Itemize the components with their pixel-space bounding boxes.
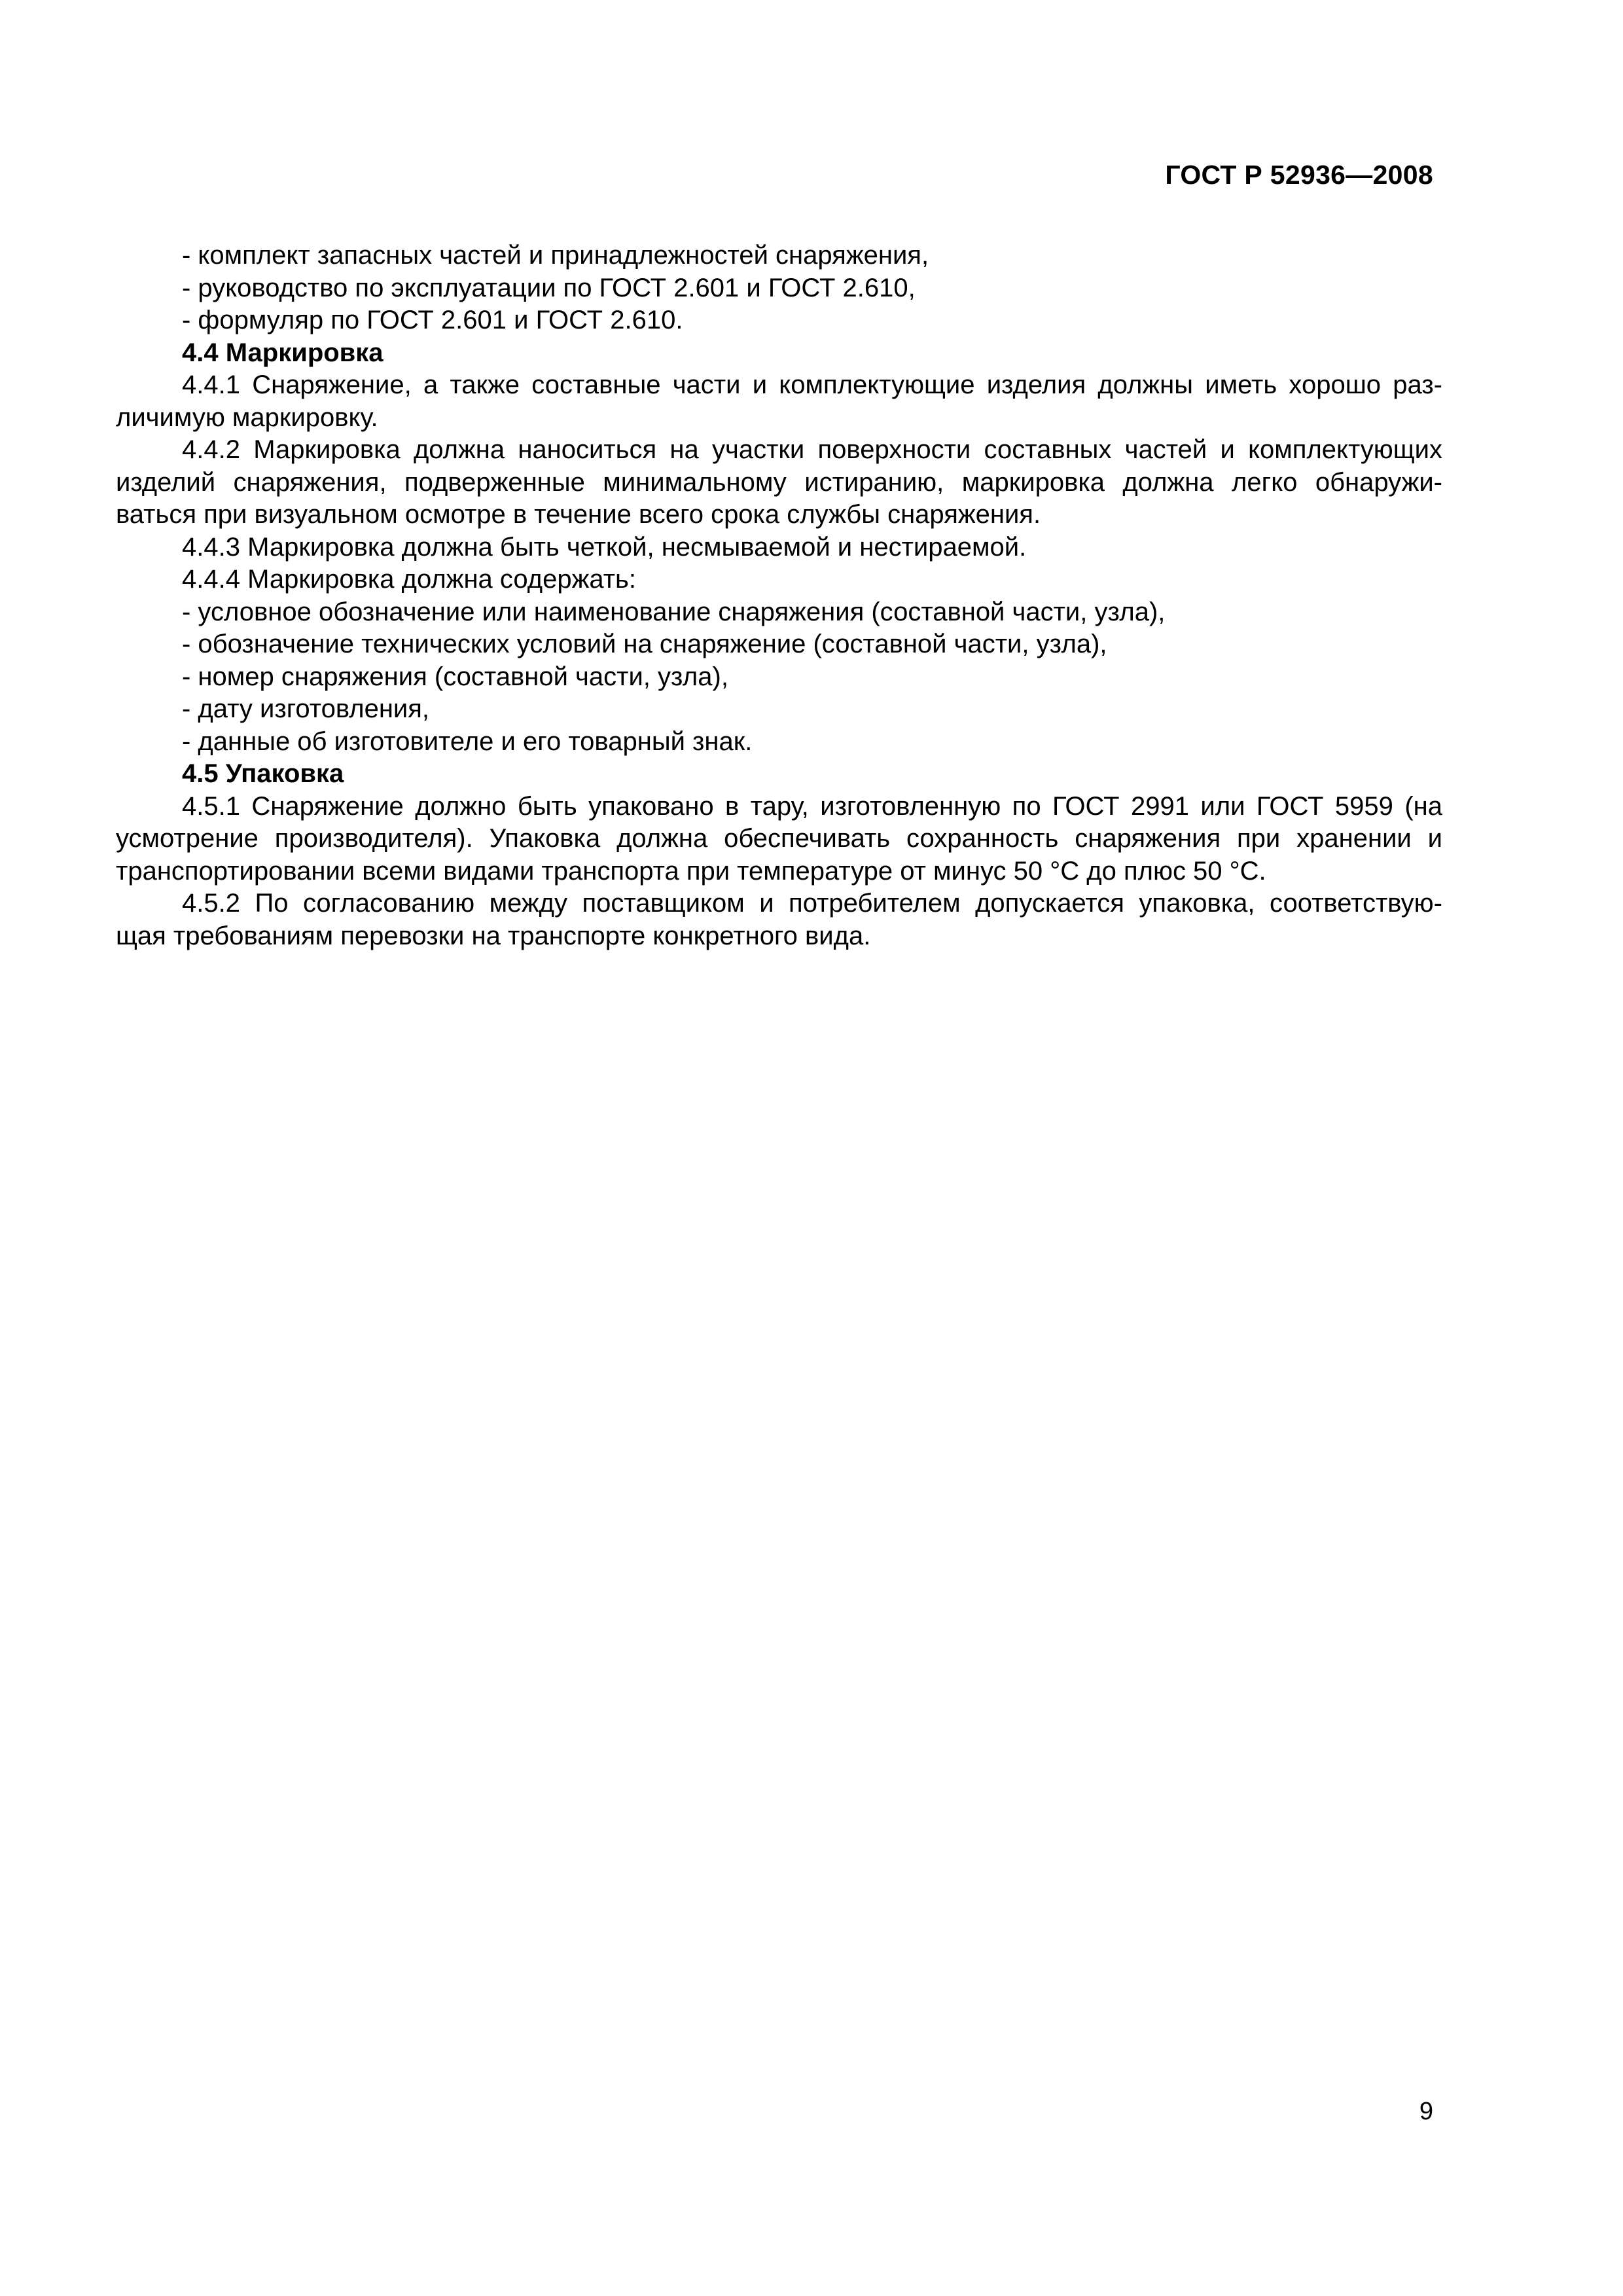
list-item: - обозначение технических условий на снаряжение (составной части, узла), (182, 630, 1107, 658)
section-heading-4-5: 4.5 Упаковка (182, 759, 344, 788)
paragraph-4-4-4: 4.4.4 Маркировка должна содержать: (182, 565, 636, 594)
paragraph-4-4-1-line: 4.4.1 Снаряжение, а также составные части и комплектующие изделия должны иметь хорошо раз- (182, 370, 1442, 399)
paragraph-4-4-2-line: изделий снаряжения, подверженные минимальному истиранию, маркировка должна легко обнаружи- (116, 467, 1442, 497)
list-item: - дату изготовления, (182, 694, 430, 723)
list-item: - комплект запасных частей и принадлежностей снаряжения, (182, 241, 929, 270)
list-item: - формуляр по ГОСТ 2.601 и ГОСТ 2.610. (182, 306, 683, 334)
paragraph-4-4-2-line: 4.4.2 Маркировка должна наноситься на участки поверхности составных частей и комплектующих (182, 435, 1442, 464)
page-number: 9 (1419, 2098, 1433, 2125)
paragraph-4-5-1-line: усмотрение производителя). Упаковка должна обеспечивать сохранность снаряжения при хранении и (116, 824, 1442, 853)
paragraph-4-4-2-line: ваться при визуальном осмотре в течение всего срока службы снаряжения. (116, 500, 1041, 529)
paragraph-4-5-1-line: транспортировании всеми видами транспорта при температуре от минус 50 °С до плюс 50 °С. (116, 856, 1266, 886)
paragraph-4-4-1-line: личимую маркировку. (116, 403, 378, 432)
paragraph-4-5-2-line: щая требованиям перевозки на транспорте конкретного вида. (116, 921, 871, 950)
section-heading-4-4: 4.4 Маркировка (182, 338, 383, 367)
list-item: - данные об изготовителе и его товарный знак. (182, 726, 753, 756)
paragraph-4-5-2-line: 4.5.2 По согласованию между поставщиком и потребителем допускается упаковка, соответствую- (182, 889, 1442, 918)
paragraph-4-4-3: 4.4.3 Маркировка должна быть четкой, несмываемой и нестираемой. (182, 532, 1027, 562)
document-body (116, 240, 1442, 952)
list-item: - номер снаряжения (составной части, узла), (182, 662, 728, 691)
list-item: - руководство по эксплуатации по ГОСТ 2.601 и ГОСТ 2.610, (182, 273, 916, 302)
list-item: - условное обозначение или наименование снаряжения (составной части, узла), (182, 597, 1166, 626)
standard-number-header: ГОСТ Р 52936—2008 (1165, 160, 1433, 190)
paragraph-4-5-1-line: 4.5.1 Снаряжение должно быть упаковано в тару, изготовленную по ГОСТ 2991 или ГОСТ 5959 (на (182, 791, 1442, 821)
